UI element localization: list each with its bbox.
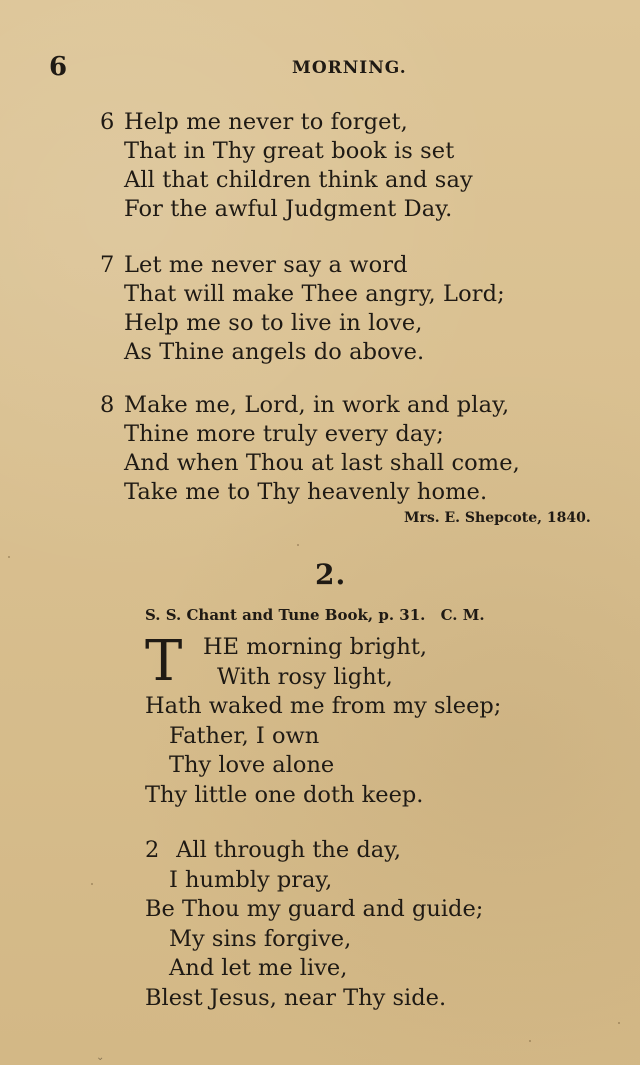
stanza-line (100, 166, 530, 195)
tune-source: S. S. Chant and Tune Book, p. 31. (145, 606, 426, 624)
line-text: Blest Jesus, near Thy side. (145, 984, 447, 1011)
stanza-line (100, 108, 530, 137)
hymn-number: 2. (315, 558, 347, 591)
line-text: With rosy light, (217, 663, 393, 690)
stanza-number: 6 (100, 109, 115, 135)
stanza-line (100, 309, 530, 338)
hymn1-stanza-6 (100, 108, 530, 224)
stanza-number: 8 (100, 392, 115, 418)
stanza-line (100, 449, 530, 478)
stanza-line (100, 137, 530, 166)
line-text: Hath waked me from my sleep; (145, 693, 502, 719)
line-text: HE morning bright, (203, 634, 428, 660)
stanza-line (100, 391, 530, 420)
stanza-line (100, 251, 530, 280)
meter-label: C. M. (440, 606, 485, 624)
paper-speck (297, 544, 299, 546)
paper-speck (529, 1040, 531, 1042)
stanza-number: 2 (145, 837, 160, 863)
line-text: Thine more truly every day; (124, 421, 444, 447)
hymn1-stanza-8 (100, 391, 530, 507)
line-text: Thy little one doth keep. (145, 781, 424, 808)
hymn2-stanza-2 (145, 836, 535, 1013)
tune-reference (145, 606, 485, 624)
paper-speck (91, 883, 93, 885)
drop-cap: T (145, 629, 183, 694)
line-text: Make me, Lord, in work and play, (124, 392, 510, 418)
line-text: Father, I own (169, 722, 320, 749)
line-text: Help me so to live in love, (124, 310, 423, 336)
hymn-attribution: Mrs. E. Shepcote, 1840. (404, 510, 591, 526)
line-text: All that children think and say (124, 167, 473, 193)
hymn1-stanza-7 (100, 251, 530, 367)
paper-speck (8, 556, 10, 558)
stanza-number: 7 (100, 252, 115, 278)
line-text: That in Thy great book is set (124, 138, 455, 164)
line-text: Take me to Thy heavenly home. (124, 479, 488, 505)
line-text: As Thine angels do above. (124, 339, 425, 365)
hymn2-stanza-1 (145, 629, 535, 810)
line-text: Thy love alone (169, 752, 335, 778)
line-text: My sins forgive, (169, 925, 352, 952)
stanza-line (100, 195, 530, 224)
paper-speck (618, 1022, 620, 1024)
page-number: 6 (49, 52, 68, 82)
stanza-line (100, 420, 530, 449)
line-text: And when Thou at last shall come, (124, 450, 520, 476)
line-text: That will make Thee angry, Lord; (124, 281, 505, 307)
stanza-line (145, 836, 535, 866)
line-text: Let me never say a word (124, 252, 408, 278)
print-mark: ⌄ (96, 1052, 105, 1063)
line-text: Be Thou my guard and guide; (145, 896, 484, 922)
line-text: And let me live, (169, 955, 348, 981)
stanza-line (100, 338, 530, 367)
line-text: I humbly pray, (169, 866, 333, 893)
line-text: All through the day, (176, 837, 402, 863)
line-text: For the awful Judgment Day. (124, 196, 453, 222)
stanza-line (100, 280, 530, 309)
running-title: MORNING. (292, 58, 407, 78)
stanza-line (100, 478, 530, 507)
line-text: Help me never to forget, (124, 109, 408, 135)
